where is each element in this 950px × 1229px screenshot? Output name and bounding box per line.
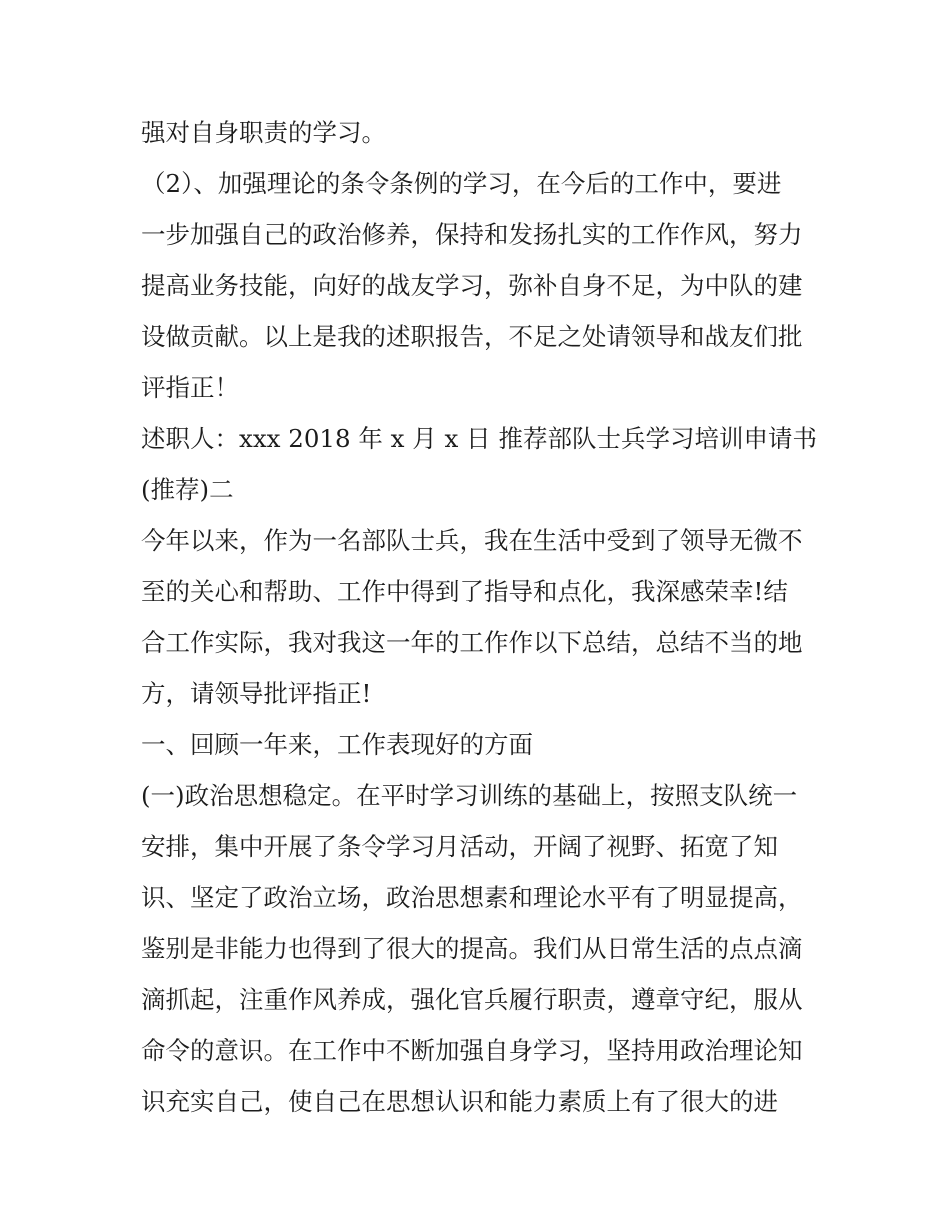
text-line: 滴抓起，注重作风养成，强化官兵履行职责，遵章守纪，服从 [141, 985, 803, 1014]
section-heading: 一、回顾一年来，工作表现好的方面 [141, 730, 533, 759]
text-line: 今年以来，作为一名部队士兵，我在生活中受到了领导无微不 [141, 526, 803, 555]
text-line: （2）、加强理论的条令条例的学习，在今后的工作中，要进 [141, 169, 782, 198]
text-line: 安排，集中开展了条令学习月活动，开阔了视野、拓宽了知 [141, 832, 778, 861]
text-line: 一步加强自己的政治修养，保持和发扬扎实的工作作风，努力 [141, 220, 803, 249]
text-line: 识充实自己，使自己在思想认识和能力素质上有了很大的进 [141, 1087, 778, 1116]
text-line: 评指正！ [141, 373, 239, 402]
text-line: 设做贡献。以上是我的述职报告，不足之处请领导和战友们批 [141, 322, 803, 351]
text-line: 方，请领导批评指正! [141, 679, 372, 708]
document-body [141, 107, 821, 1127]
text-line: 至的关心和帮助、工作中得到了指导和点化，我深感荣幸!结 [141, 577, 788, 606]
text-line: 鉴别是非能力也得到了很大的提高。我们从日常生活的点点滴 [141, 934, 803, 963]
text-line: 述职人：xxx 2018 年 x 月 x 日 推荐部队士兵学习培训申请书 [141, 424, 817, 453]
text-line: (一)政治思想稳定。在平时学习训练的基础上，按照支队统一 [141, 781, 798, 810]
text-line: 强对自身职责的学习。 [141, 118, 386, 147]
text-line: 识、坚定了政治立场，政治思想素和理论水平有了明显提高， [141, 883, 803, 912]
text-line: 命令的意识。在工作中不断加强自身学习，坚持用政治理论知 [141, 1036, 803, 1065]
text-line: (推荐)二 [141, 475, 234, 504]
text-line: 合工作实际，我对我这一年的工作作以下总结，总结不当的地 [141, 628, 803, 657]
text-line: 提高业务技能，向好的战友学习，弥补自身不足，为中队的建 [141, 271, 803, 300]
